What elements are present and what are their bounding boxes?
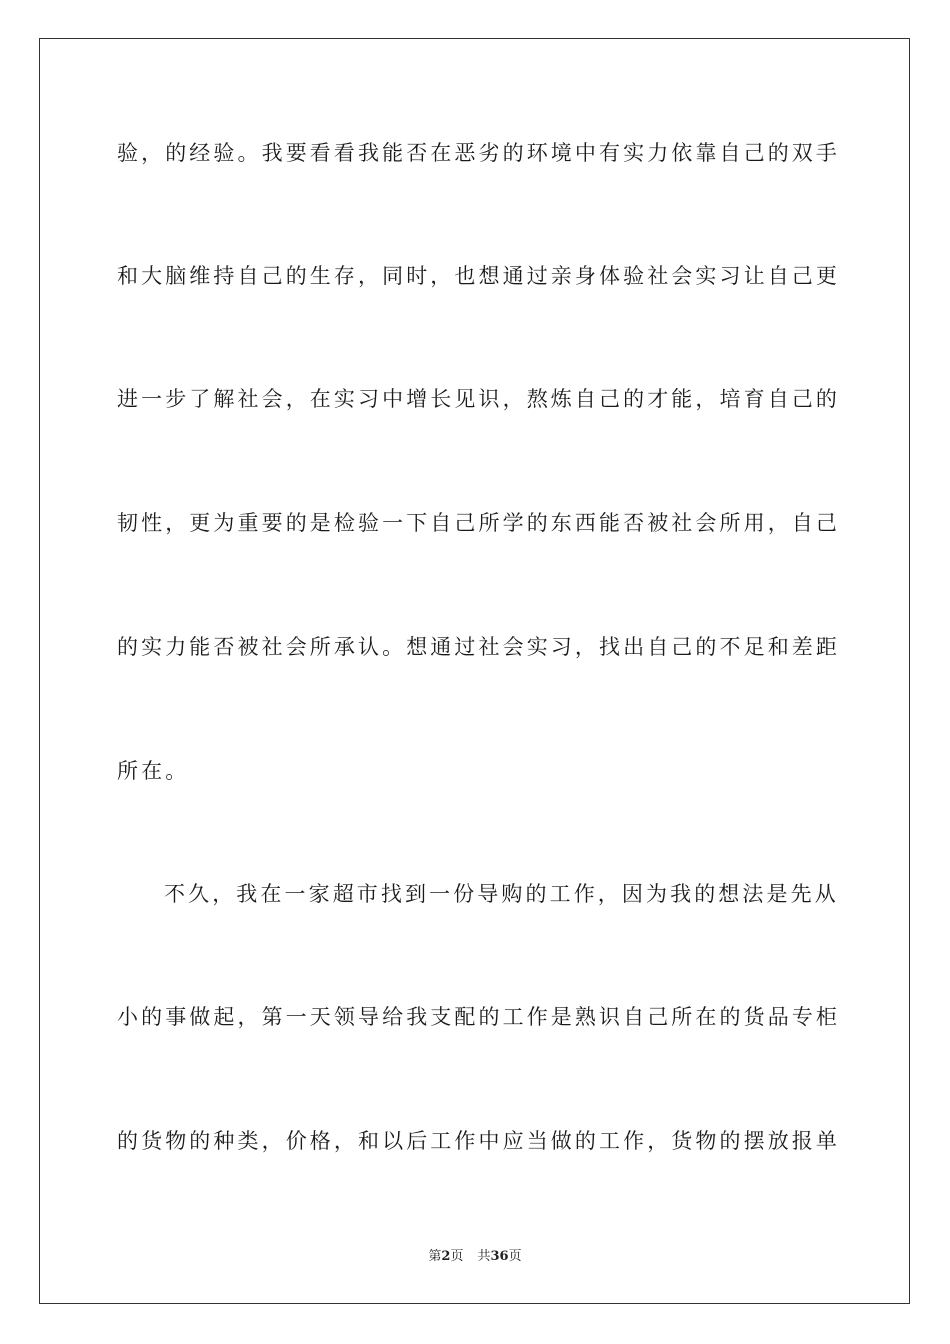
text-line: 验，的经验。我要看看我能否在恶劣的环境中有实力依靠自己的双手	[117, 141, 840, 165]
text-line: 进一步了解社会，在实习中增长见识，熬炼自己的才能，培育自己的	[117, 387, 840, 411]
page-border	[39, 38, 910, 1304]
total-pages: 36	[490, 1249, 509, 1264]
page-prefix: 第	[428, 1249, 442, 1264]
text-line: 和大脑维持自己的生存，同时，也想通过亲身体验社会实习让自己更	[117, 264, 840, 288]
paragraph-first-line: 不久，我在一家超市找到一份导购的工作，因为我的想法是先从	[164, 882, 839, 906]
text-line: 的实力能否被社会所承认。想通过社会实习，找出自己的不足和差距	[117, 635, 840, 659]
text-line: 韧性，更为重要的是检验一下自己所学的东西能否被社会所用，自己	[117, 511, 840, 535]
total-suffix: 页	[508, 1249, 522, 1264]
page-number: 2	[441, 1249, 451, 1264]
total-prefix: 共	[477, 1249, 491, 1264]
text-line: 的货物的种类，价格，和以后工作中应当做的工作，货物的摆放报单	[117, 1129, 840, 1153]
page-footer	[0, 1248, 950, 1266]
page-suffix: 页	[450, 1249, 464, 1264]
text-line: 小的事做起，第一天领导给我支配的工作是熟识自己所在的货品专柜	[117, 1005, 840, 1029]
text-line: 所在。	[117, 759, 190, 783]
